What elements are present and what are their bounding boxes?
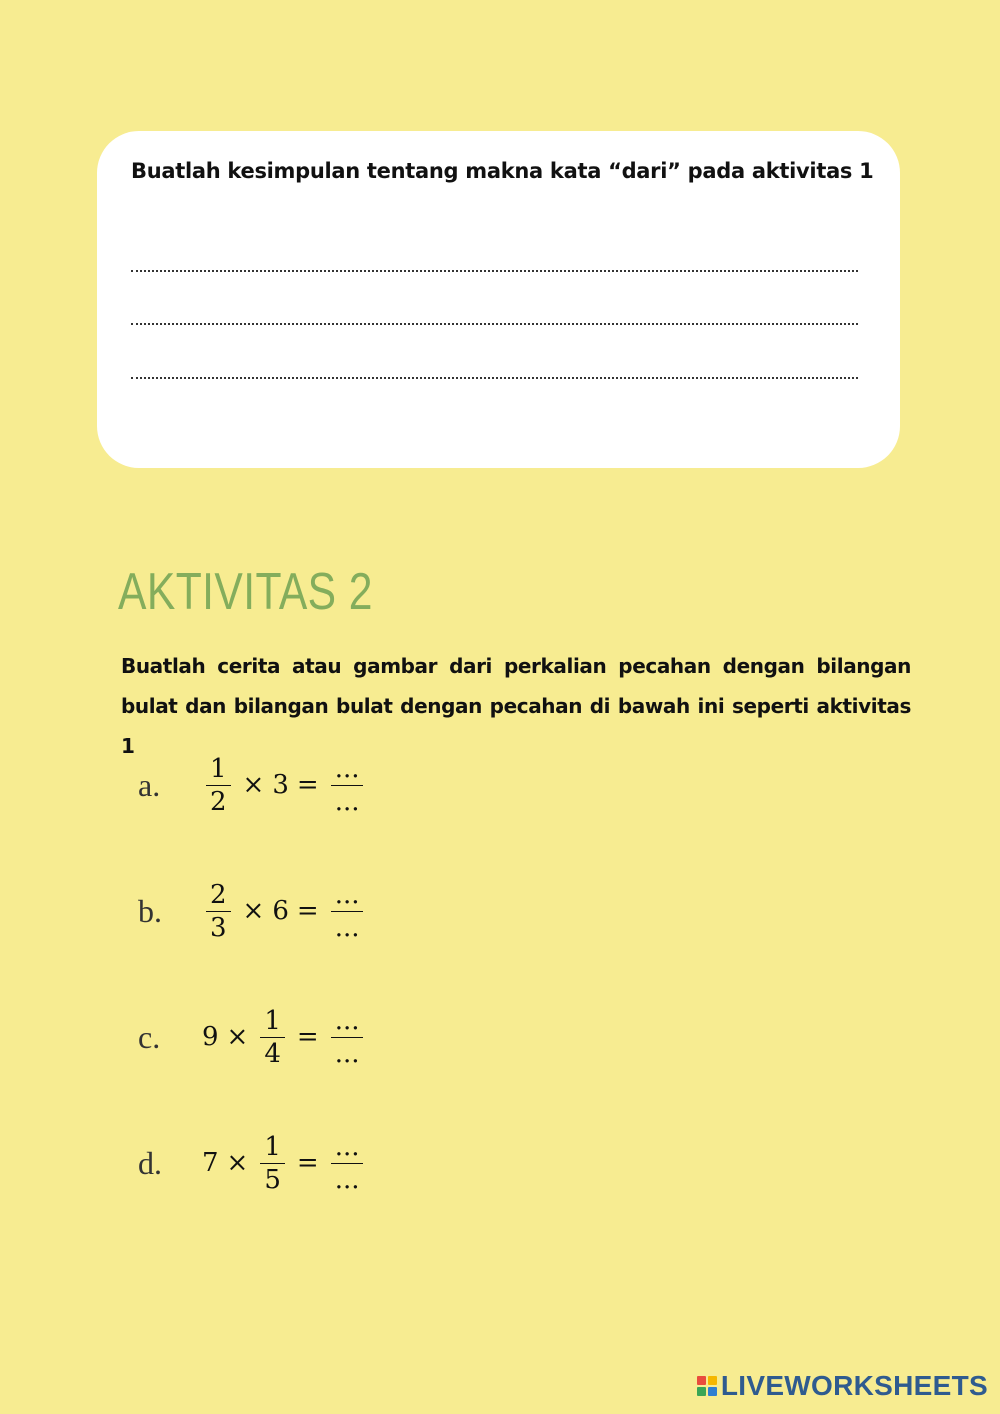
problem-a <box>138 745 369 825</box>
problem-c <box>138 997 369 1077</box>
times-sign: × <box>242 770 265 800</box>
equals-sign: = <box>296 1148 319 1178</box>
fraction-denominator: 5 <box>264 1164 281 1195</box>
fraction-numerator: 2 <box>210 879 227 910</box>
times-sign: × <box>226 1022 249 1052</box>
fraction-denominator: 4 <box>264 1038 281 1069</box>
liveworksheets-logo <box>697 1370 988 1402</box>
fraction-denominator: 3 <box>210 912 227 943</box>
fraction-numerator: 1 <box>264 1005 281 1036</box>
answer-fraction[interactable] <box>331 753 364 818</box>
answer-denominator[interactable]: ... <box>334 912 360 943</box>
problem-label: b. <box>138 892 162 929</box>
fraction-numerator: 1 <box>210 753 227 784</box>
times-sign: × <box>226 1148 249 1178</box>
problem-d <box>138 1123 369 1203</box>
equals-sign: = <box>296 770 319 800</box>
equals-sign: = <box>296 1022 319 1052</box>
answer-numerator[interactable]: ... <box>334 753 360 784</box>
whole-number: 6 <box>272 896 289 926</box>
problem-b <box>138 871 369 951</box>
answer-fraction[interactable] <box>331 879 364 944</box>
fraction <box>260 1005 285 1070</box>
whole-number: 7 <box>202 1148 219 1178</box>
answer-fraction[interactable] <box>331 1005 364 1070</box>
problem-label: a. <box>138 766 161 803</box>
activity-instruction: Buatlah cerita atau gambar dari perkalian pecahan dengan bilangan bulat dan bilangan bulat dengan pecahan di bawah ini seperti aktivitas 1 <box>121 654 911 758</box>
answer-line-3[interactable] <box>131 377 858 379</box>
equals-sign: = <box>296 896 319 926</box>
answer-numerator[interactable]: ... <box>334 1131 360 1162</box>
whole-number: 3 <box>272 770 289 800</box>
fraction-denominator: 2 <box>210 786 227 817</box>
answer-denominator[interactable]: ... <box>334 1038 360 1069</box>
answer-line-1[interactable] <box>131 270 858 272</box>
logo-mark-icon <box>697 1376 717 1396</box>
logo-text: LIVEWORKSHEETS <box>720 1370 988 1401</box>
answer-numerator[interactable]: ... <box>334 879 360 910</box>
answer-denominator[interactable]: ... <box>334 1164 360 1195</box>
whole-number: 9 <box>202 1022 219 1052</box>
answer-denominator[interactable]: ... <box>334 786 360 817</box>
activity-heading: AKTIVITAS 2 <box>118 563 373 621</box>
problem-label: d. <box>138 1144 162 1181</box>
problem-label: c. <box>138 1018 161 1055</box>
answer-line-2[interactable] <box>131 323 858 325</box>
fraction-numerator: 1 <box>264 1131 281 1162</box>
fraction <box>260 1131 285 1196</box>
fraction <box>206 879 231 944</box>
conclusion-prompt: Buatlah kesimpulan tentang makna kata “dari” pada aktivitas 1 <box>131 159 874 183</box>
conclusion-card <box>97 131 900 468</box>
times-sign: × <box>242 896 265 926</box>
answer-fraction[interactable] <box>331 1131 364 1196</box>
answer-numerator[interactable]: ... <box>334 1005 360 1036</box>
fraction <box>206 753 231 818</box>
